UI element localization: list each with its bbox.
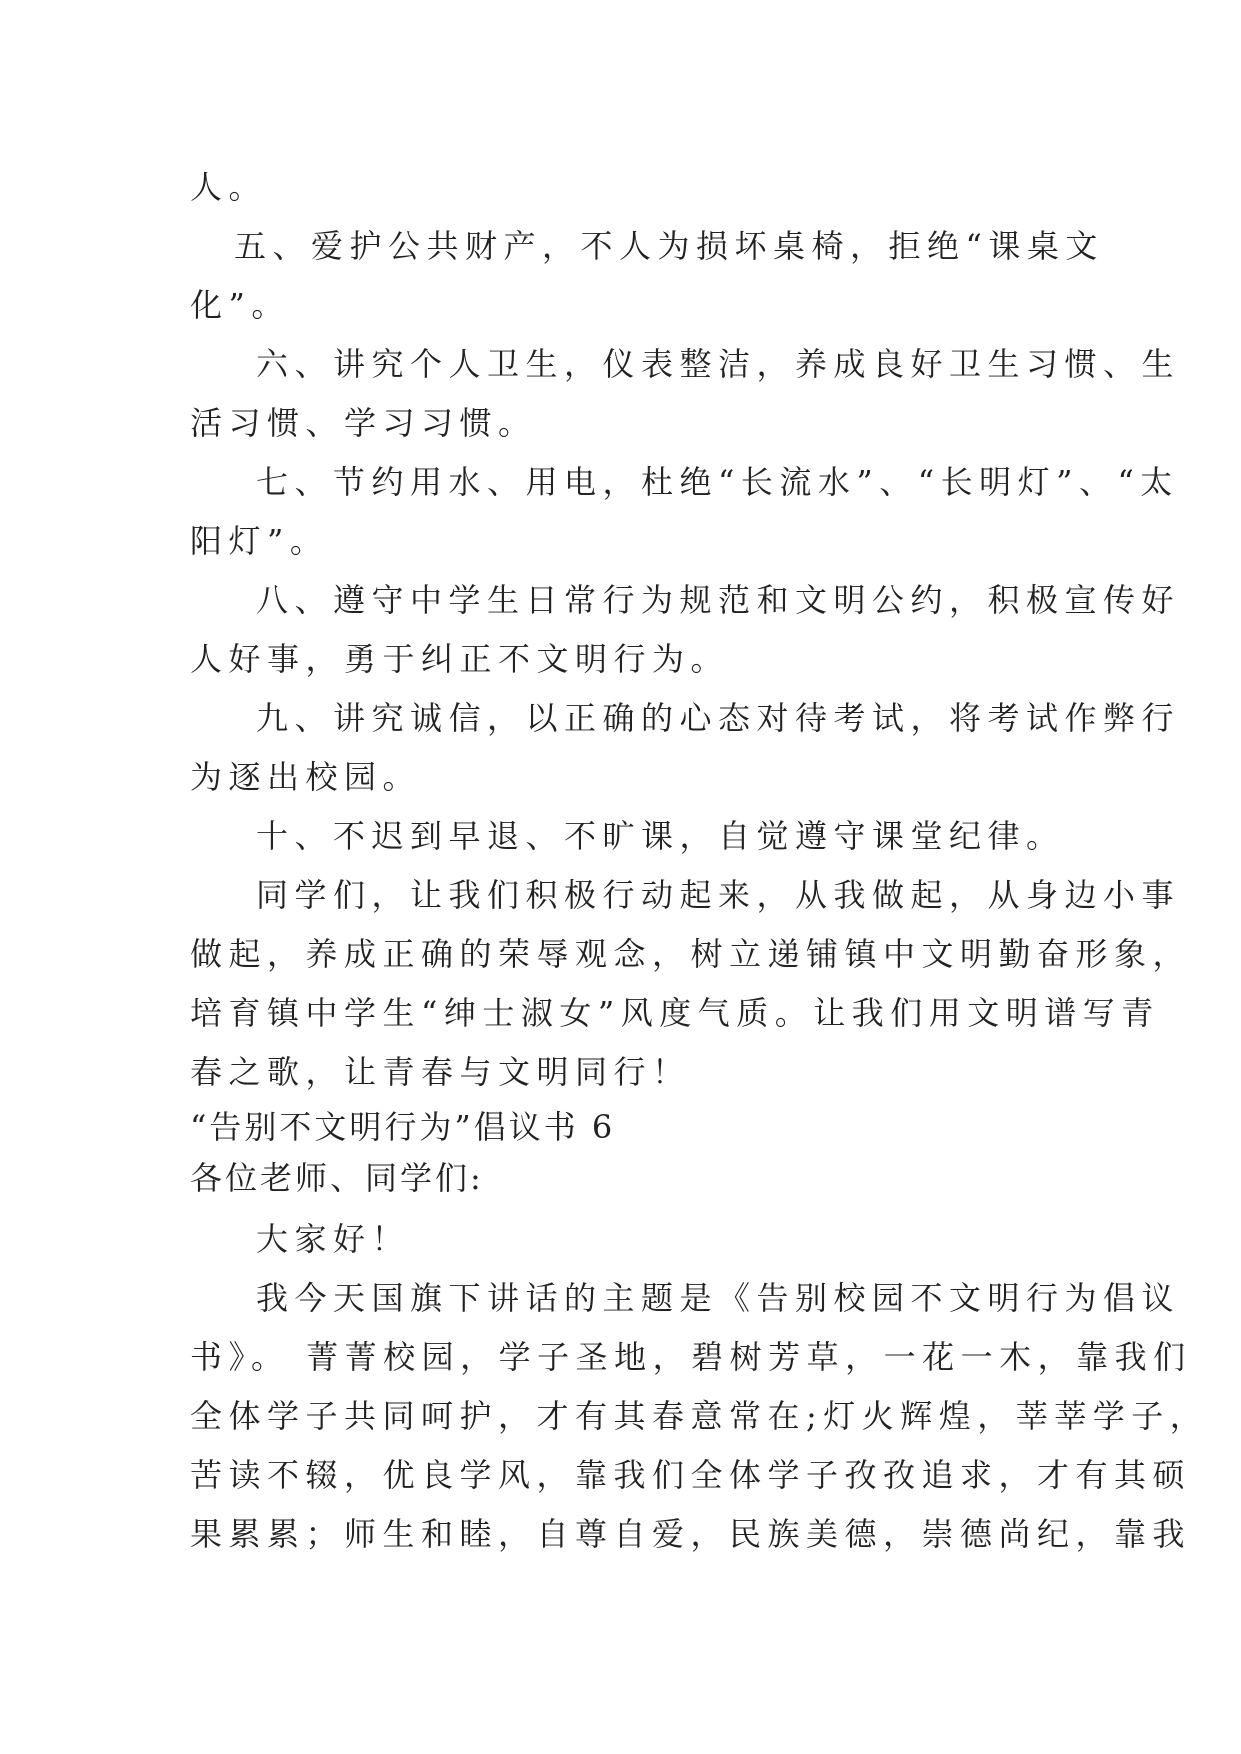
text-line: 人。 (190, 168, 268, 206)
speech-paragraph-line-5: 果累累；师生和睦，自尊自爱，民族美德，崇德尚纪，靠我 (190, 1515, 1192, 1553)
paragraph-item-8-line-2: 人好事，勇于纠正不文明行为。 (190, 640, 730, 678)
speech-paragraph-line-4: 苦读不辍，优良学风，靠我们全体学子孜孜追求，才有其硕 (190, 1456, 1192, 1494)
section-heading: “告别不文明行为”倡议书 6 (190, 1108, 616, 1146)
paragraph-item-7-line-2: 阳灯”。 (190, 522, 329, 560)
greeting: 大家好！ (256, 1220, 411, 1258)
closing-paragraph-line-4: 春之歌，让青春与文明同行！ (190, 1053, 691, 1091)
document-body (190, 158, 1209, 1564)
paragraph-item-9-line-1: 九、讲究诚信，以正确的心态对待考试，将考试作弊行 (256, 699, 1181, 737)
paragraph-item-8-line-1: 八、遵守中学生日常行为规范和文明公约，积极宣传好 (256, 581, 1181, 619)
closing-paragraph-line-2: 做起，养成正确的荣辱观念，树立递铺镇中文明勤奋形象， (190, 935, 1192, 973)
paragraph-item-7-line-1: 七、节约用水、用电，杜绝“长流水”、“长明灯”、“太 (256, 463, 1179, 501)
speech-paragraph-line-2: 书》。 菁菁校园，学子圣地，碧树芳草，一花一木，靠我们 (190, 1338, 1192, 1376)
paragraph-item-5-line-2: 化”。 (190, 286, 290, 324)
paragraph-item-6-line-2: 活习惯、学习习惯。 (190, 404, 537, 442)
closing-paragraph-line-3: 培育镇中学生“绅士淑女”风度气质。让我们用文明谱写青 (190, 994, 1160, 1032)
speech-paragraph-line-3: 全体学子共同呵护，才有其春意常在;灯火辉煌，莘莘学子， (190, 1397, 1209, 1435)
paragraph-item-6-line-1: 六、讲究个人卫生，仪表整洁，养成良好卫生习惯、生 (256, 345, 1181, 383)
salutation: 各位老师、同学们: (190, 1159, 484, 1197)
paragraph-item-5-line-1: 五、爱护公共财产，不人为损坏桌椅，拒绝“课桌文 (234, 227, 1104, 265)
closing-paragraph-line-1: 同学们，让我们积极行动起来，从我做起，从身边小事 (256, 876, 1181, 914)
paragraph-item-10: 十、不迟到早退、不旷课，自觉遵守课堂纪律。 (256, 817, 1065, 855)
paragraph-item-9-line-2: 为逐出校园。 (190, 758, 422, 796)
speech-paragraph-line-1: 我今天国旗下讲话的主题是《告别校园不文明行为倡议 (256, 1279, 1181, 1317)
